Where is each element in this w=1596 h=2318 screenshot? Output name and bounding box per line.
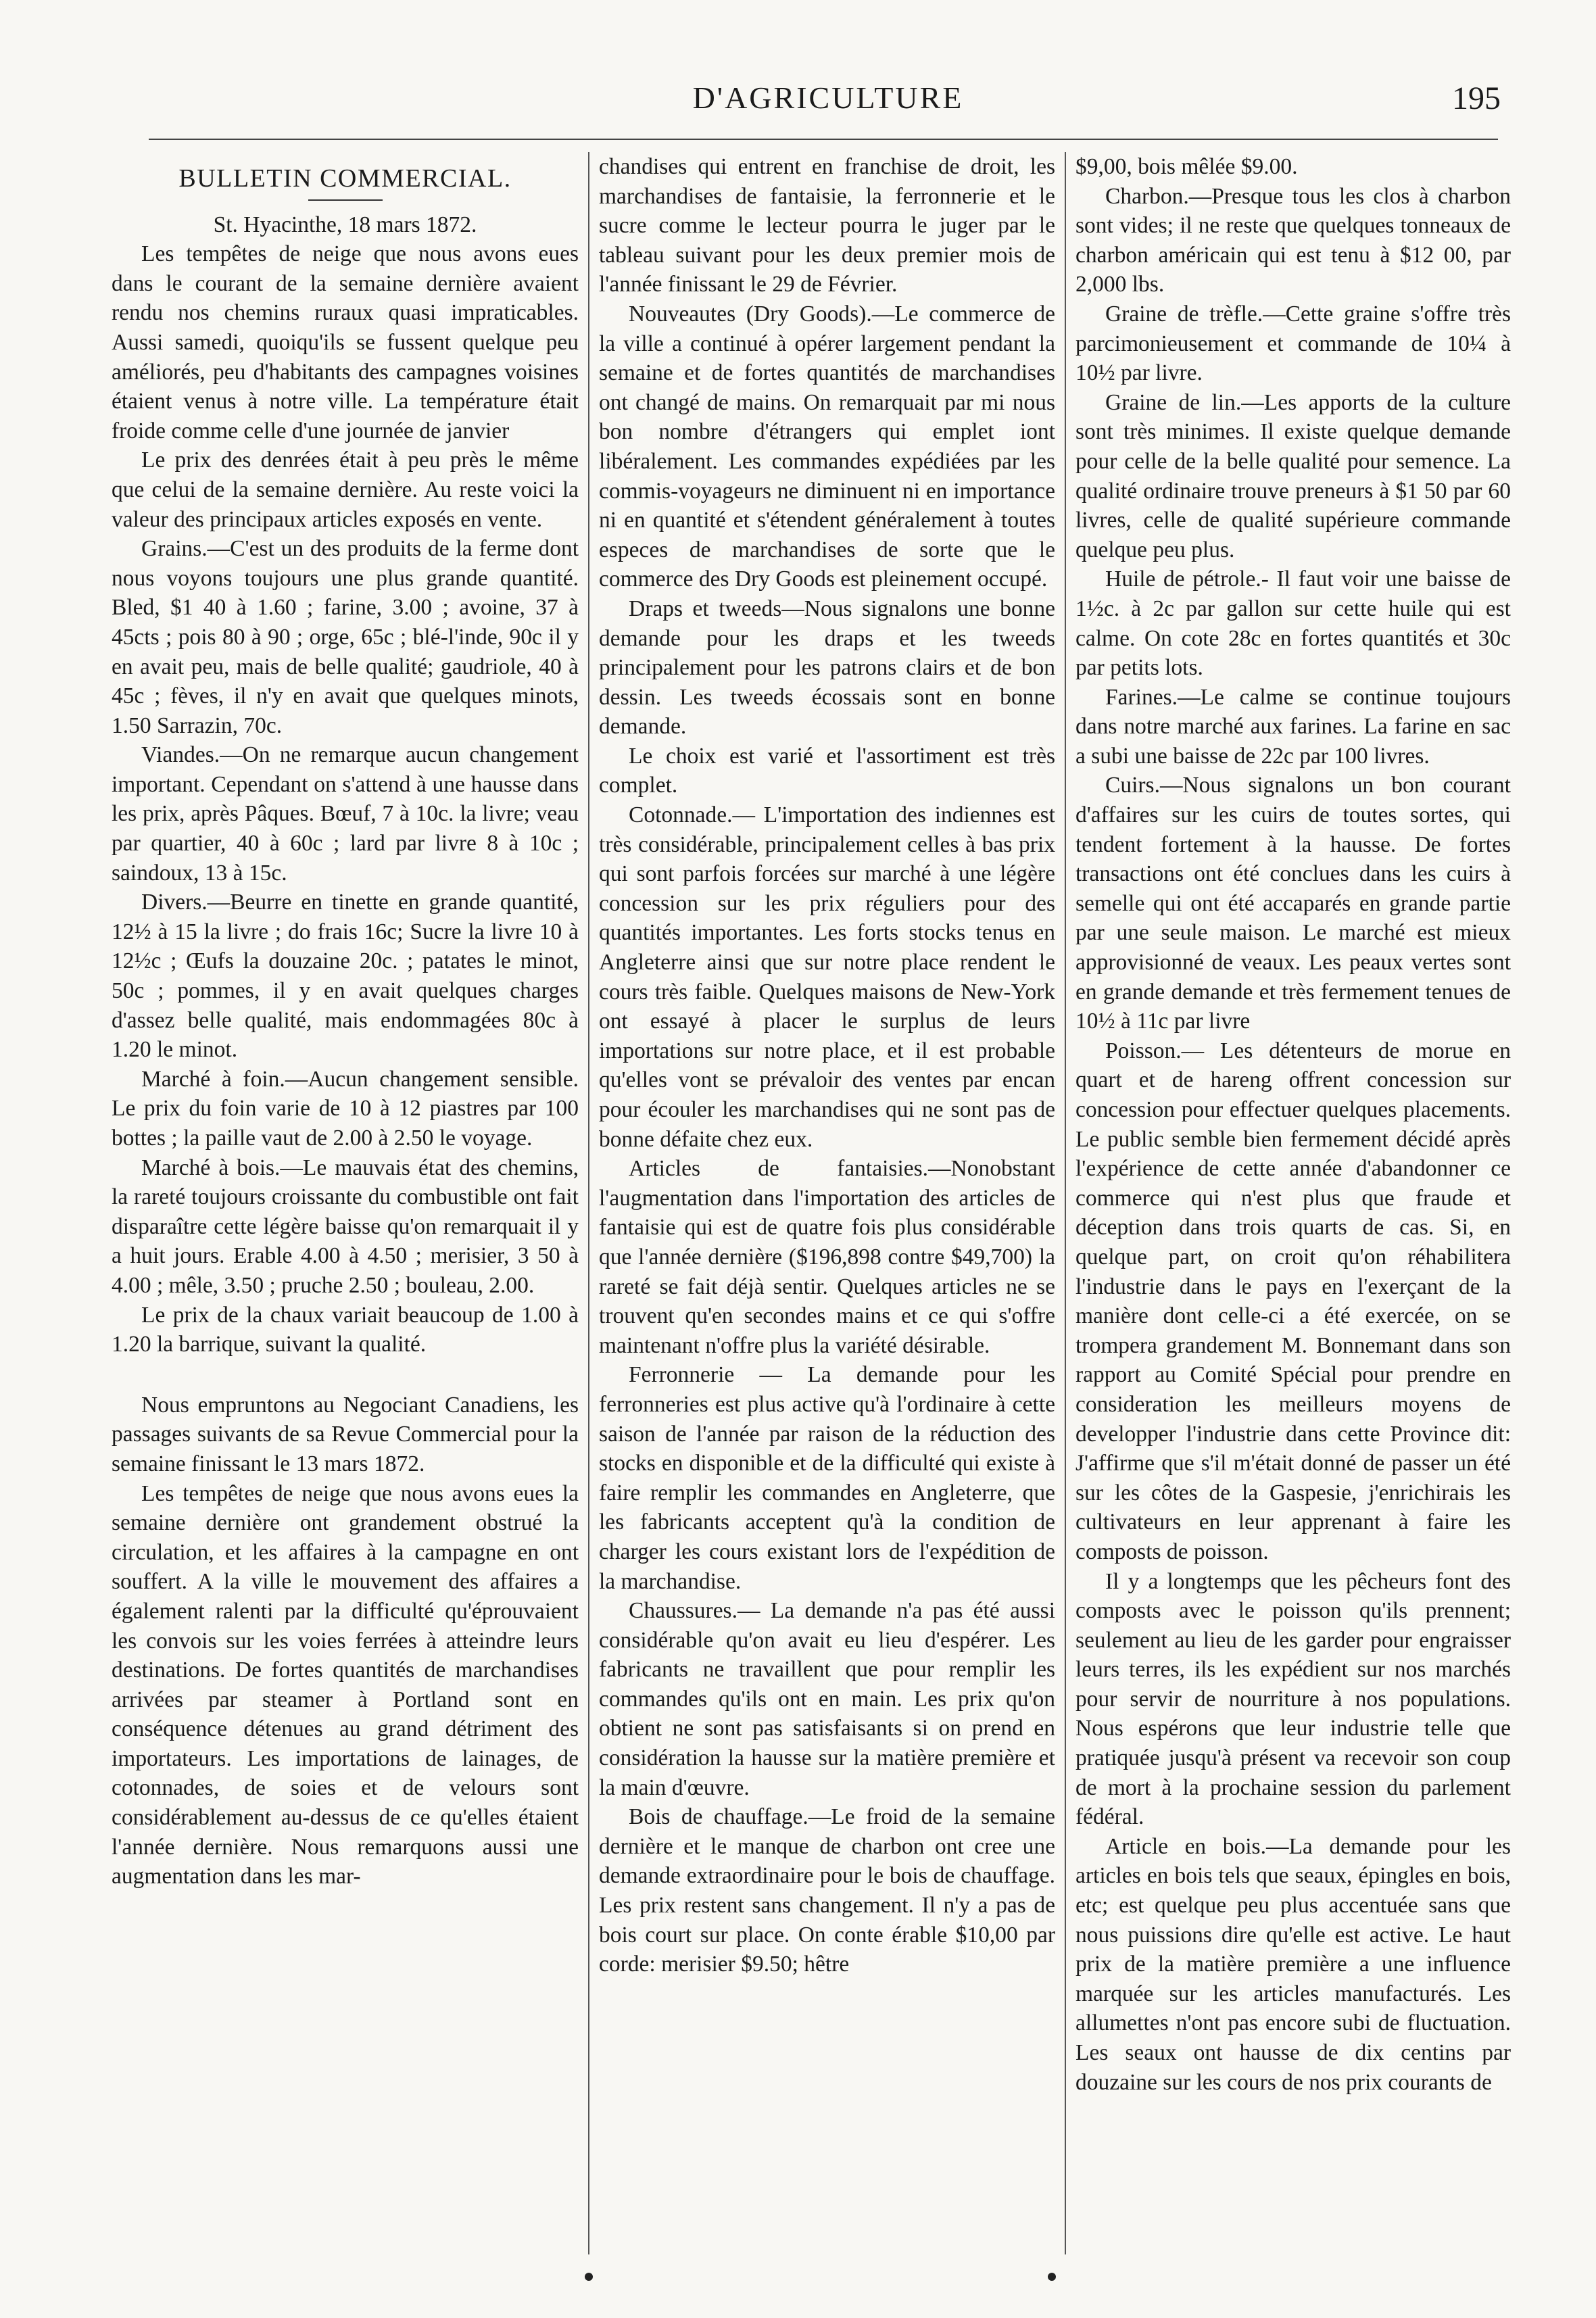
paragraph: Ferronnerie — La demande pour les ferronneries est plus active qu'à l'ordinaire à cette saison de l'année par raison de la réduction des stocks en disponible et de la difficulté qui existe à faire remplir les commandes en Angleterre, que les fabricants acceptent qu'à la condition de charger les cours existant lors de l'expédition de la marchandise. <box>599 1362 1055 1594</box>
ink-dot <box>1048 2273 1056 2281</box>
paragraph: Charbon.—Presque tous les clos à charbon sont vides; il ne reste que quelques tonneaux de charbon américain qui est tenu à $12 00, par 2,000 lbs. <box>1075 183 1511 297</box>
paragraph: Le choix est varié et l'assortiment est très complet. <box>599 743 1055 798</box>
paragraph: Les tempêtes de neige que nous avons eues la semaine dernière ont grandement obstrué la circulation, et les affaires à la campagne en ont souffert. A la ville le mouvement des affaires a également ralenti par la difficulté qu'éprouvaient les convois sur les voies ferrées à atteindre leurs destinations. De fortes quantités de marchandises arrivées par steamer à Portland sont en conséquence détenues au grand détriment des importateurs. Les importations de lainages, de cotonnades, de soies et de velours sont considérablement au-dessus de ce qu'elles étaient l'année dernière. Nous remarquons aussi une augmentation dans les mar- <box>112 1480 579 1889</box>
section-gap <box>112 1359 579 1391</box>
paragraph: Divers.—Beurre en tinette en grande quantité, 12½ à 15 la livre ; do frais 16c; Sucre la livre 10 à 12½c ; Œufs la douzaine 20c. ; patates le minot, 50c ; pommes, il y en avait quelques charges d'assez belle qualité, mais endommagées 80c à 1.20 le minot. <box>112 890 579 1063</box>
paragraph: $9,00, bois mêlée $9.00. <box>1075 154 1298 179</box>
paragraph: Chaussures.— La demande n'a pas été aussi considérable qu'on avait eu lieu d'espérer. Les fabricants ne travaillent que pour remplir les commandes qu'ils ont en main. Les prix qu'on obtient ne sont pas satisfaisants si on prend en considération la hausse sur la matière première et la main d'œuvre. <box>599 1598 1055 1800</box>
paragraph: Bois de chauffage.—Le froid de la semaine dernière et le manque de charbon ont cree une demande extraordinaire pour le bois de chauffage. Les prix restent sans changement. Il n'y a pas de bois court sur place. On conte érable $10,00 par corde: merisier $9.50; hêtre <box>599 1804 1055 1977</box>
paragraph: Draps et tweeds—Nous signalons une bonne demande pour les draps et les tweeds principalement pour les patrons clairs et de bon dessin. Les tweeds écossais sont en bonne demande. <box>599 596 1055 740</box>
paragraph: Article en bois.—La demande pour les articles en bois tels que seaux, épingles en bois, etc; est quelque peu plus accentuée sans que nous puissions dire qu'elle est active. Le haut prix de la matière première a une influence marquée sur les articles manufacturés. Les allumettes n'ont pas encore subi de fluctuation. Les seaux ont hausse de dix centins par douzaine sur les cours de nos prix courants de <box>1075 1833 1511 2095</box>
paragraph: chandises qui entrent en franchise de droit, les marchandises de fantaisie, la ferronnerie et le sucre comme le lecteur pourra le juger par le tableau suivant pour les deux premier mois de l'année finissant le 29 de Février. <box>599 154 1055 297</box>
paragraph: Cotonnade.— L'importation des indiennes est très considérable, principalement celles à bas prix qui sont parfois forcées sur marché à une légère concession sur les prix réguliers pour des quantités importantes. Les forts stocks tenus en Angleterre ainsi que sur notre place rendent le cours très faible. Quelques maisons de New-York ont essayé à placer le surplus de leurs importations sur notre place, et il est probable qu'elles vont se prévaloir des ventes par encan pour écouler les marchandises qui ne sont pas de bonne défaite chez eux. <box>599 802 1055 1152</box>
dateline: St. Hyacinthe, 18 mars 1872. <box>213 212 477 237</box>
paragraph: Huile de pétrole.- Il faut voir une baisse de 1½c. à 2c par gallon sur cette huile qui est calme. On cote 28c en fortes quantités et 30c par petits lots. <box>1075 566 1511 681</box>
header-rule <box>149 139 1498 140</box>
page-number: 195 <box>1452 80 1501 116</box>
paragraph: Le prix de la chaux variait beaucoup de 1.00 à 1.20 la barrique, suivant la qualité. <box>112 1302 579 1357</box>
column-middle <box>588 152 1065 2254</box>
title-rule <box>308 199 383 201</box>
paragraph: Marché à bois.—Le mauvais état des chemins, la rareté toujours croissante du combustible ont fait disparaître cette légère baisse qu'on remarquait il y a huit jours. Erable 4.00 à 4.50 ; merisier, 3 50 à 4.00 ; mêle, 3.50 ; pruche 2.50 ; bouleau, 2.00. <box>112 1155 579 1298</box>
paragraph: Graine de lin.—Les apports de la culture sont très minimes. Il existe quelque demande pour celle de la belle qualité pour semence. La qualité ordinaire trouve preneurs à $1 50 par 60 livres, celle de qualité supérieure commande quelque peu plus. <box>1075 389 1511 562</box>
paragraph: Articles de fantaisies.—Nonobstant l'augmentation dans l'importation des articles de fantaisie qui est de quatre fois plus considérable que l'année dernière ($196,898 contre $49,700) la rareté se fait déjà sentir. Quelques articles ne se trouvent qu'en secondes mains et ce qui s'offre maintenant n'offre plus la variété désirable. <box>599 1156 1055 1358</box>
paragraph: Viandes.—On ne remarque aucun changement important. Cependant on s'attend à une hausse dans les prix, après Pâques. Bœuf, 7 à 10c. la livre; veau par quartier, 40 à 60c ; lard par livre 8 à 10c ; saindoux, 13 à 15c. <box>112 742 579 886</box>
paragraph: Nous empruntons au Negociant Canadiens, les passages suivants de sa Revue Commercial pour la semaine finissant le 13 mars 1872. <box>112 1392 579 1476</box>
paragraph: Poisson.— Les détenteurs de morue en quart et de hareng offrent concession sur concession pour effectuer quelques placements. Le public semble bien fermement décidé après l'expérience de cette année d'abandonner ce commerce qui n'est plus que fraude et déception dans trois quarts de cas. Si, en quelque part, on croit qu'on réhabilitera l'industrie dans le pays en l'exerçant de la manière dont celle-ci a été exercée, on se trompera grandement M. Bonnemant dans son rapport au Comité Spécial pour prendre en consideration les meilleurs moyens de developper l'industrie dans cette Province dit: J'affirme que s'il m'était donné de passer un été sur les côtes de la Gaspesie, j'enrichirais les cultivateurs en leur apprenant à faire les composts de poisson. <box>1075 1038 1511 1564</box>
text-columns <box>112 152 1511 2254</box>
paragraph: Marché à foin.—Aucun changement sensible. Le prix du foin varie de 10 à 12 piastres par 100 bottes ; la paille vaut de 2.00 à 2.50 le voyage. <box>112 1066 579 1151</box>
column-left <box>112 152 588 2254</box>
paragraph: Les tempêtes de neige que nous avons eues dans le courant de la semaine dernière avaient rendu nos chemins ruraux quasi impraticables. Aussi samedi, quoiqu'ils se fussent quelque peu améliorés, peu d'habitants des campagnes voisines étaient venus à notre ville. La température était froide comme celle d'une journée de janvier <box>112 241 579 443</box>
column-right <box>1065 152 1511 2254</box>
paragraph: Farines.—Le calme se continue toujours dans notre marché aux farines. La farine en sac a subi une baisse de 22c par 100 livres. <box>1075 684 1511 769</box>
section-title: BULLETIN COMMERCIAL. <box>178 164 512 193</box>
paragraph: Il y a longtemps que les pêcheurs font des composts avec le poisson qu'ils prennent; seulement au lieu de les garder pour engraisser leurs terres, ils les expédient sur nos marchés pour servir de nourriture à nos populations. Nous espérons que leur industrie telle que pratiquée jusqu'à présent va recevoir son coup de mort à la prochaine session du parlement fédéral. <box>1075 1568 1511 1830</box>
paragraph: Le prix des denrées était à peu près le même que celui de la semaine dernière. Au reste voici la valeur des principaux articles exposés en vente. <box>112 448 579 532</box>
paragraph: Nouveautes (Dry Goods).—Le commerce de la ville a continué à opérer largement pendant la semaine et de fortes quantités de marchandises ont changé de mains. On remarquait par mi nous bon nombre d'étrangers qui emplet iont libéralement. Les commandes expédiées par les commis-voyageurs ne diminuent ni en importance ni en quantité et s'étendent généralement à toutes especes de marchandises de sorte que le commerce des Dry Goods est pleinement occupé. <box>599 301 1055 592</box>
paragraph: Graine de trèfle.—Cette graine s'offre très parcimonieusement et commande de 10¼ à 10½ par livre. <box>1075 301 1511 386</box>
paragraph: Grains.—C'est un des produits de la ferme dont nous voyons toujours une plus grande quantité. Bled, $1 40 à 1.60 ; farine, 3.00 ; avoine, 37 à 45cts ; pois 80 à 90 ; orge, 65c ; blé-l'inde, 90c il y en avait peu, mais de belle qualité; gaudriole, 40 à 45c ; fèves, il n'y en avait que quelques minots, 1.50 Sarrazin, 70c. <box>112 536 579 738</box>
page-header <box>155 80 1501 127</box>
paragraph: Cuirs.—Nous signalons un bon courant d'affaires sur les cuirs de toutes sortes, qui tendent fortement à la hausse. De fortes transactions ont été conclues dans les cuirs à semelle qui ont été accaparés en grande partie par une seule maison. Le marché est mieux approvisionné de veaux. Les peaux vertes sont en grande demande et très fermement tenues de 10½ à 11c par livre <box>1075 773 1511 1034</box>
running-title: D'AGRICULTURE <box>692 80 964 115</box>
ink-dot <box>585 2273 593 2281</box>
